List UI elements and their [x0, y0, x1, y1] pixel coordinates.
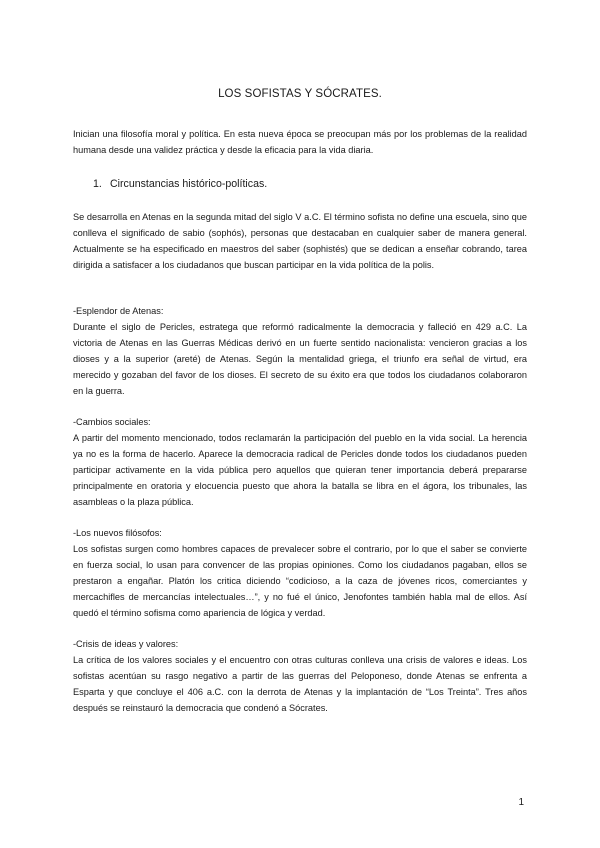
subsection-crisis — [73, 636, 527, 716]
section-body-paragraph: Se desarrolla en Atenas en la segunda mitad del siglo V a.C. El término sofista no define una escuela, sino que conlleva el significado de sabio (sophós), personas que destacaban en cualquier saber de manera general. Actualmente se ha especificado en maestros del saber (sophistés) que se dedican a enseñar cobrando, tarea dirigida a satisfacer a los ciudadanos que buscan participar en la vida política de la polis. — [73, 212, 527, 270]
subsection-body: Los sofistas surgen como hombres capaces de prevalecer sobre el contrario, por lo que el saber se convierte en fuerza social, lo usan para convencer de las propias opiniones. Como los ciudadanos pagaban, ellos se prestaron a engañar. Platón los critica diciendo “codicioso, a la caza de jóvenes ricos, comerciantes y mercachifles de mercancías intelectuales…”, y no fué el único, Jenofontes también habla mal de ellos. Así quedó el término sofisma como apariencia de lógica y verdad. — [73, 544, 527, 618]
section-heading — [93, 178, 267, 190]
section-number: 1. — [93, 178, 102, 190]
page-number: 1 — [518, 797, 524, 808]
subsection-heading: -Los nuevos filósofos: — [73, 528, 162, 538]
section-heading-text: Circunstancias histórico-políticas. — [110, 178, 268, 190]
intro-paragraph: Inician una filosofía moral y política. En esta nueva época se preocupan más por los problemas de la realidad humana desde una validez práctica y desde la eficacia para la vida diaria. — [73, 129, 527, 155]
subsection-cambios-sociales — [73, 414, 527, 510]
subsection-heading: -Esplendor de Atenas: — [73, 306, 164, 316]
subsection-body: A partir del momento mencionado, todos reclamarán la participación del pueblo en la vida social. La herencia ya no es la forma de hacerlo. Aparece la democracia radical de Pericles donde todos los ciudadanos pueden participar activamente en la vida pública pero aquellos que quieran tener importancia deberá prepararse principalmente en oratoria y elocuencia puesto que ahora la batalla se libra en el ágora, los tribunales, las asambleas o la plaza pública. — [73, 433, 527, 507]
subsection-nuevos-filosofos — [73, 525, 527, 621]
subsection-esplendor — [73, 303, 527, 399]
document-title: LOS SOFISTAS Y SÓCRATES. — [218, 88, 382, 100]
subsection-heading: -Crisis de ideas y valores: — [73, 639, 179, 649]
subsection-heading: -Cambios sociales: — [73, 417, 151, 427]
subsection-body: La crítica de los valores sociales y el encuentro con otras culturas conlleva una crisis de valores e ideas. Los sofistas acentúan su rasgo negativo a partir de las guerras del Peloponeso, donde Atenas se enfrenta a Esparta y que concluye el 406 a.C. con la derrota de Atenas y la implantación de “Los Treinta”. Tres años después se reinstauró la democracia que condenó a Sócrates. — [73, 655, 527, 713]
subsection-body: Durante el siglo de Pericles, estratega que reformó radicalmente la democracia y falleció en 429 a.C. La victoria de Atenas en las Guerras Médicas derivó en un fuerte sentido nacionalista: vencieron gracias a los dioses y a la superior (areté) de Atenas. Según la mentalidad griega, el triunfo era señal de virtud, era merecido y gozaban del favor de los dioses. El secreto de su éxito era que todos los ciudadanos colaboraron en la guerra. — [73, 322, 527, 396]
